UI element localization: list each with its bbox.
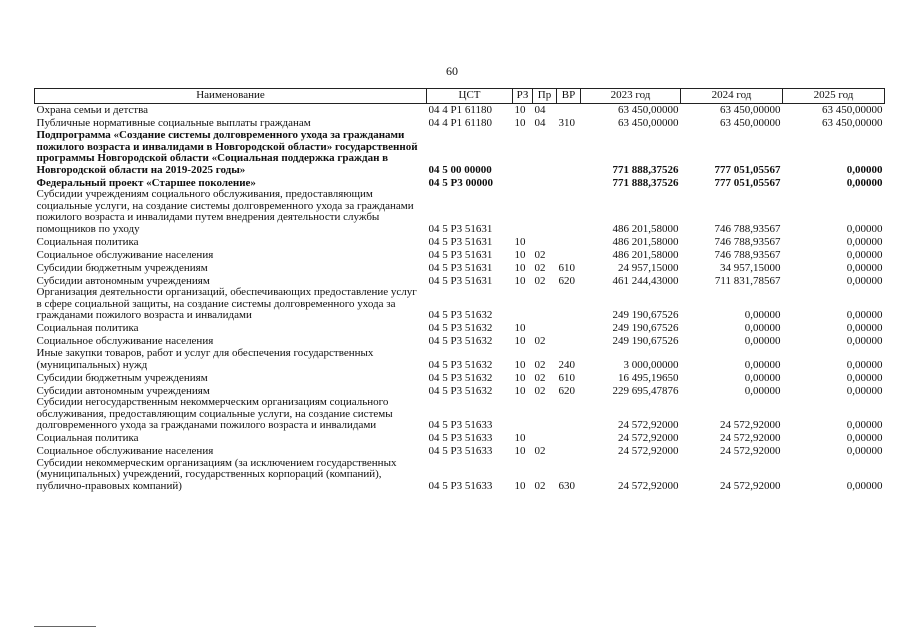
cell-rz: 10	[514, 432, 526, 445]
cell-2025: 0,00000	[846, 445, 883, 458]
cell-rz	[513, 397, 533, 432]
cell-2023: 63 450,00000	[618, 117, 679, 130]
cell-pr: 02	[534, 384, 546, 397]
cell-2025: 0,00000	[846, 163, 883, 176]
cell-name: Иные закупки товаров, работ и услуг для обеспечения государственных (муниципальных) нужд	[36, 347, 374, 371]
cell-vr	[557, 287, 581, 322]
cell-pr	[533, 432, 557, 445]
cell-2024: 0,00000	[744, 309, 781, 322]
cell-pr: 02	[534, 445, 546, 458]
cell-2024: 0,00000	[744, 335, 781, 348]
page-number: 60	[446, 64, 458, 78]
cell-name: Социальная политика	[36, 432, 139, 445]
cell-name: Субсидии автономным учреждениям	[36, 384, 210, 397]
cell-2025: 0,00000	[846, 479, 883, 492]
cell-name: Социальная политика	[36, 322, 139, 335]
cell-2025: 0,00000	[846, 176, 883, 189]
cell-2025: 0,00000	[846, 419, 883, 432]
cell-name: Субсидии бюджетным учреждениям	[36, 371, 208, 384]
cell-vr	[557, 176, 581, 189]
table-row	[35, 397, 885, 432]
cell-rz: 10	[514, 104, 526, 117]
cell-name: Социальное обслуживание населения	[36, 445, 214, 458]
table-row	[35, 104, 885, 118]
cell-pr: 02	[534, 248, 546, 261]
budget-table	[34, 88, 885, 492]
header-2024: 2024 год	[681, 89, 783, 104]
cell-2024: 746 788,93567	[714, 235, 781, 248]
header-2025: 2025 год	[783, 89, 885, 104]
cell-vr: 240	[558, 358, 575, 371]
cell-cst: 04 5 Р3 51633	[428, 432, 493, 445]
cell-2024: 777 051,05567	[714, 176, 781, 189]
cell-2024: 24 572,92000	[720, 432, 781, 445]
table-row	[35, 348, 885, 371]
table-row	[35, 445, 885, 458]
cell-pr: 02	[534, 358, 546, 371]
cell-vr	[557, 445, 581, 458]
table-row	[35, 235, 885, 248]
table-row	[35, 322, 885, 335]
cell-name: Социальная политика	[36, 235, 139, 248]
cell-cst: 04 5 Р3 51631	[428, 235, 493, 248]
cell-2025: 0,00000	[846, 335, 883, 348]
header-name: Наименование	[35, 89, 427, 104]
cell-2025: 0,00000	[846, 309, 883, 322]
cell-rz	[513, 287, 533, 322]
cell-vr: 610	[558, 371, 575, 384]
cell-cst: 04 5 Р3 51632	[428, 358, 493, 371]
cell-2023: 249 190,67526	[612, 322, 679, 335]
cell-name: Социальное обслуживание населения	[36, 335, 214, 348]
cell-2024: 0,00000	[744, 371, 781, 384]
cell-2023: 249 190,67526	[612, 335, 679, 348]
cell-2023: 486 201,58000	[612, 222, 679, 235]
cell-pr: 02	[534, 479, 546, 492]
cell-2025: 0,00000	[846, 358, 883, 371]
cell-rz: 10	[514, 248, 526, 261]
cell-2024: 24 572,92000	[720, 479, 781, 492]
cell-cst: 04 5 Р3 51633	[428, 479, 493, 492]
cell-2023: 771 888,37526	[612, 176, 679, 189]
cell-2024: 0,00000	[744, 322, 781, 335]
cell-pr	[533, 176, 557, 189]
cell-name: Субсидии некоммерческим организациям (за исключением государственных (муниципальных) учреждений, государственных корпораций (компаний), публично-правовых компаний)	[36, 456, 397, 492]
cell-2023: 63 450,00000	[618, 104, 679, 117]
cell-vr	[557, 130, 581, 176]
cell-pr: 04	[534, 104, 546, 117]
cell-2024: 746 788,93567	[714, 222, 781, 235]
cell-2023: 16 495,19650	[618, 371, 679, 384]
cell-rz: 10	[514, 235, 526, 248]
cell-vr	[557, 322, 581, 335]
cell-rz: 10	[514, 479, 526, 492]
cell-pr	[533, 397, 557, 432]
cell-vr	[557, 335, 581, 348]
cell-cst: 04 5 Р3 00000	[428, 176, 493, 189]
table-row	[35, 261, 885, 274]
cell-2025: 0,00000	[846, 235, 883, 248]
cell-name: Публичные нормативные социальные выплаты гражданам	[36, 117, 311, 130]
header-row	[35, 89, 885, 104]
cell-pr: 02	[534, 335, 546, 348]
cell-rz: 10	[514, 117, 526, 130]
cell-2023: 461 244,43000	[612, 274, 679, 287]
cell-rz: 10	[514, 445, 526, 458]
cell-rz: 10	[514, 371, 526, 384]
cell-rz: 10	[514, 384, 526, 397]
cell-rz: 10	[514, 261, 526, 274]
cell-2024: 63 450,00000	[720, 104, 781, 117]
cell-vr	[557, 248, 581, 261]
cell-rz	[513, 130, 533, 176]
cell-pr	[533, 235, 557, 248]
cell-cst: 04 5 Р3 51631	[428, 274, 493, 287]
cell-2025: 0,00000	[846, 248, 883, 261]
header-2023: 2023 год	[581, 89, 681, 104]
cell-2024: 63 450,00000	[720, 117, 781, 130]
cell-pr: 02	[534, 371, 546, 384]
cell-name: Субсидии автономным учреждениям	[36, 274, 210, 287]
table-row	[35, 458, 885, 493]
cell-rz: 10	[514, 335, 526, 348]
cell-cst: 04 5 00 00000	[428, 163, 492, 176]
cell-cst: 04 5 Р3 51631	[428, 222, 493, 235]
header-vr: ВР	[557, 89, 581, 104]
cell-2023: 24 572,92000	[618, 432, 679, 445]
cell-cst: 04 4 Р1 61180	[428, 104, 492, 117]
cell-2025: 0,00000	[846, 371, 883, 384]
cell-2024: 24 572,92000	[720, 445, 781, 458]
cell-vr	[557, 189, 581, 235]
cell-rz: 10	[514, 274, 526, 287]
cell-name: Охрана семьи и детства	[36, 104, 149, 117]
cell-2023: 771 888,37526	[612, 163, 679, 176]
cell-2025: 63 450,00000	[822, 117, 883, 130]
cell-vr: 610	[558, 261, 575, 274]
cell-2023: 3 000,00000	[623, 358, 679, 371]
cell-cst: 04 5 Р3 51633	[428, 419, 493, 432]
cell-2025: 63 450,00000	[822, 104, 883, 117]
table-body	[35, 104, 885, 493]
cell-2025: 0,00000	[846, 384, 883, 397]
cell-cst: 04 5 Р3 51631	[428, 248, 493, 261]
cell-cst: 04 5 Р3 51632	[428, 335, 493, 348]
header-rz: РЗ	[513, 89, 533, 104]
cell-pr	[533, 287, 557, 322]
cell-2024: 711 831,78567	[714, 274, 781, 287]
cell-rz: 10	[514, 322, 526, 335]
cell-pr: 02	[534, 261, 546, 274]
cell-pr	[533, 189, 557, 235]
cell-2023: 486 201,58000	[612, 248, 679, 261]
cell-name: Субсидии негосударственным некоммерческим организациям социального обслуживания, предоставляющим социальные услуги, на создание системы долговременного ухода за гражданами пожилого возраста и инвалидами	[36, 396, 393, 432]
cell-vr	[557, 397, 581, 432]
footnote-divider	[34, 626, 96, 627]
cell-vr: 310	[558, 117, 575, 130]
cell-2025: 0,00000	[846, 274, 883, 287]
cell-2023: 249 190,67526	[612, 309, 679, 322]
cell-cst: 04 5 Р3 51632	[428, 322, 493, 335]
cell-2025: 0,00000	[846, 222, 883, 235]
cell-2023: 24 572,92000	[618, 445, 679, 458]
table-row	[35, 189, 885, 235]
cell-cst: 04 5 Р3 51633	[428, 445, 493, 458]
table-row	[35, 130, 885, 176]
cell-cst: 04 5 Р3 51632	[428, 384, 493, 397]
cell-2025: 0,00000	[846, 322, 883, 335]
table-row	[35, 432, 885, 445]
cell-name: Подпрограмма «Создание системы долговременного ухода за гражданами пожилого возраста и инвалидами в Новгородской области» государственной программы Новгородской области «Социальная поддержка граждан в Новгородской области на 2019-2025 годы»	[36, 129, 418, 176]
cell-name: Федеральный проект «Старшее поколение»	[36, 176, 256, 189]
cell-2023: 229 695,47876	[612, 384, 679, 397]
cell-name: Организация деятельности организаций, обеспечивающих предоставление услуг в сфере социальной защиты, на создание системы долговременного ухода за гражданами пожилого возраста и инвалидами	[36, 286, 417, 322]
table-row	[35, 248, 885, 261]
cell-2024: 24 572,92000	[720, 419, 781, 432]
cell-cst: 04 5 Р3 51632	[428, 309, 493, 322]
cell-cst: 04 4 Р1 61180	[428, 117, 492, 130]
cell-2024: 34 957,15000	[720, 261, 781, 274]
cell-2024: 0,00000	[744, 384, 781, 397]
cell-vr: 620	[558, 274, 575, 287]
header-cst: ЦСТ	[427, 89, 513, 104]
cell-cst: 04 5 Р3 51632	[428, 371, 493, 384]
cell-name: Социальное обслуживание населения	[36, 248, 214, 261]
cell-vr	[557, 432, 581, 445]
header-pr: Пр	[533, 89, 557, 104]
cell-2023: 24 572,92000	[618, 479, 679, 492]
cell-pr: 04	[534, 117, 546, 130]
cell-2025: 0,00000	[846, 432, 883, 445]
table-row	[35, 287, 885, 322]
cell-rz: 10	[514, 358, 526, 371]
cell-name: Субсидии учреждениям социального обслуживания, предоставляющим социальные услуги, на создание системы долговременного ухода за гражданами пожилого возраста и инвалидами путем внедрения деятельности службы помощников по уходу	[36, 188, 414, 235]
cell-2024: 746 788,93567	[714, 248, 781, 261]
cell-rz	[513, 189, 533, 235]
cell-cst: 04 5 Р3 51631	[428, 261, 493, 274]
cell-vr	[557, 235, 581, 248]
cell-pr	[533, 130, 557, 176]
cell-pr: 02	[534, 274, 546, 287]
cell-2024: 0,00000	[744, 358, 781, 371]
cell-name: Субсидии бюджетным учреждениям	[36, 261, 208, 274]
cell-2023: 486 201,58000	[612, 235, 679, 248]
cell-2023: 24 572,92000	[618, 419, 679, 432]
cell-2024: 777 051,05567	[714, 163, 781, 176]
cell-rz	[513, 176, 533, 189]
cell-pr	[533, 322, 557, 335]
cell-vr: 620	[558, 384, 575, 397]
cell-vr: 630	[558, 479, 575, 492]
cell-2023: 24 957,15000	[618, 261, 679, 274]
cell-vr	[557, 104, 581, 118]
cell-2025: 0,00000	[846, 261, 883, 274]
table-row	[35, 371, 885, 384]
